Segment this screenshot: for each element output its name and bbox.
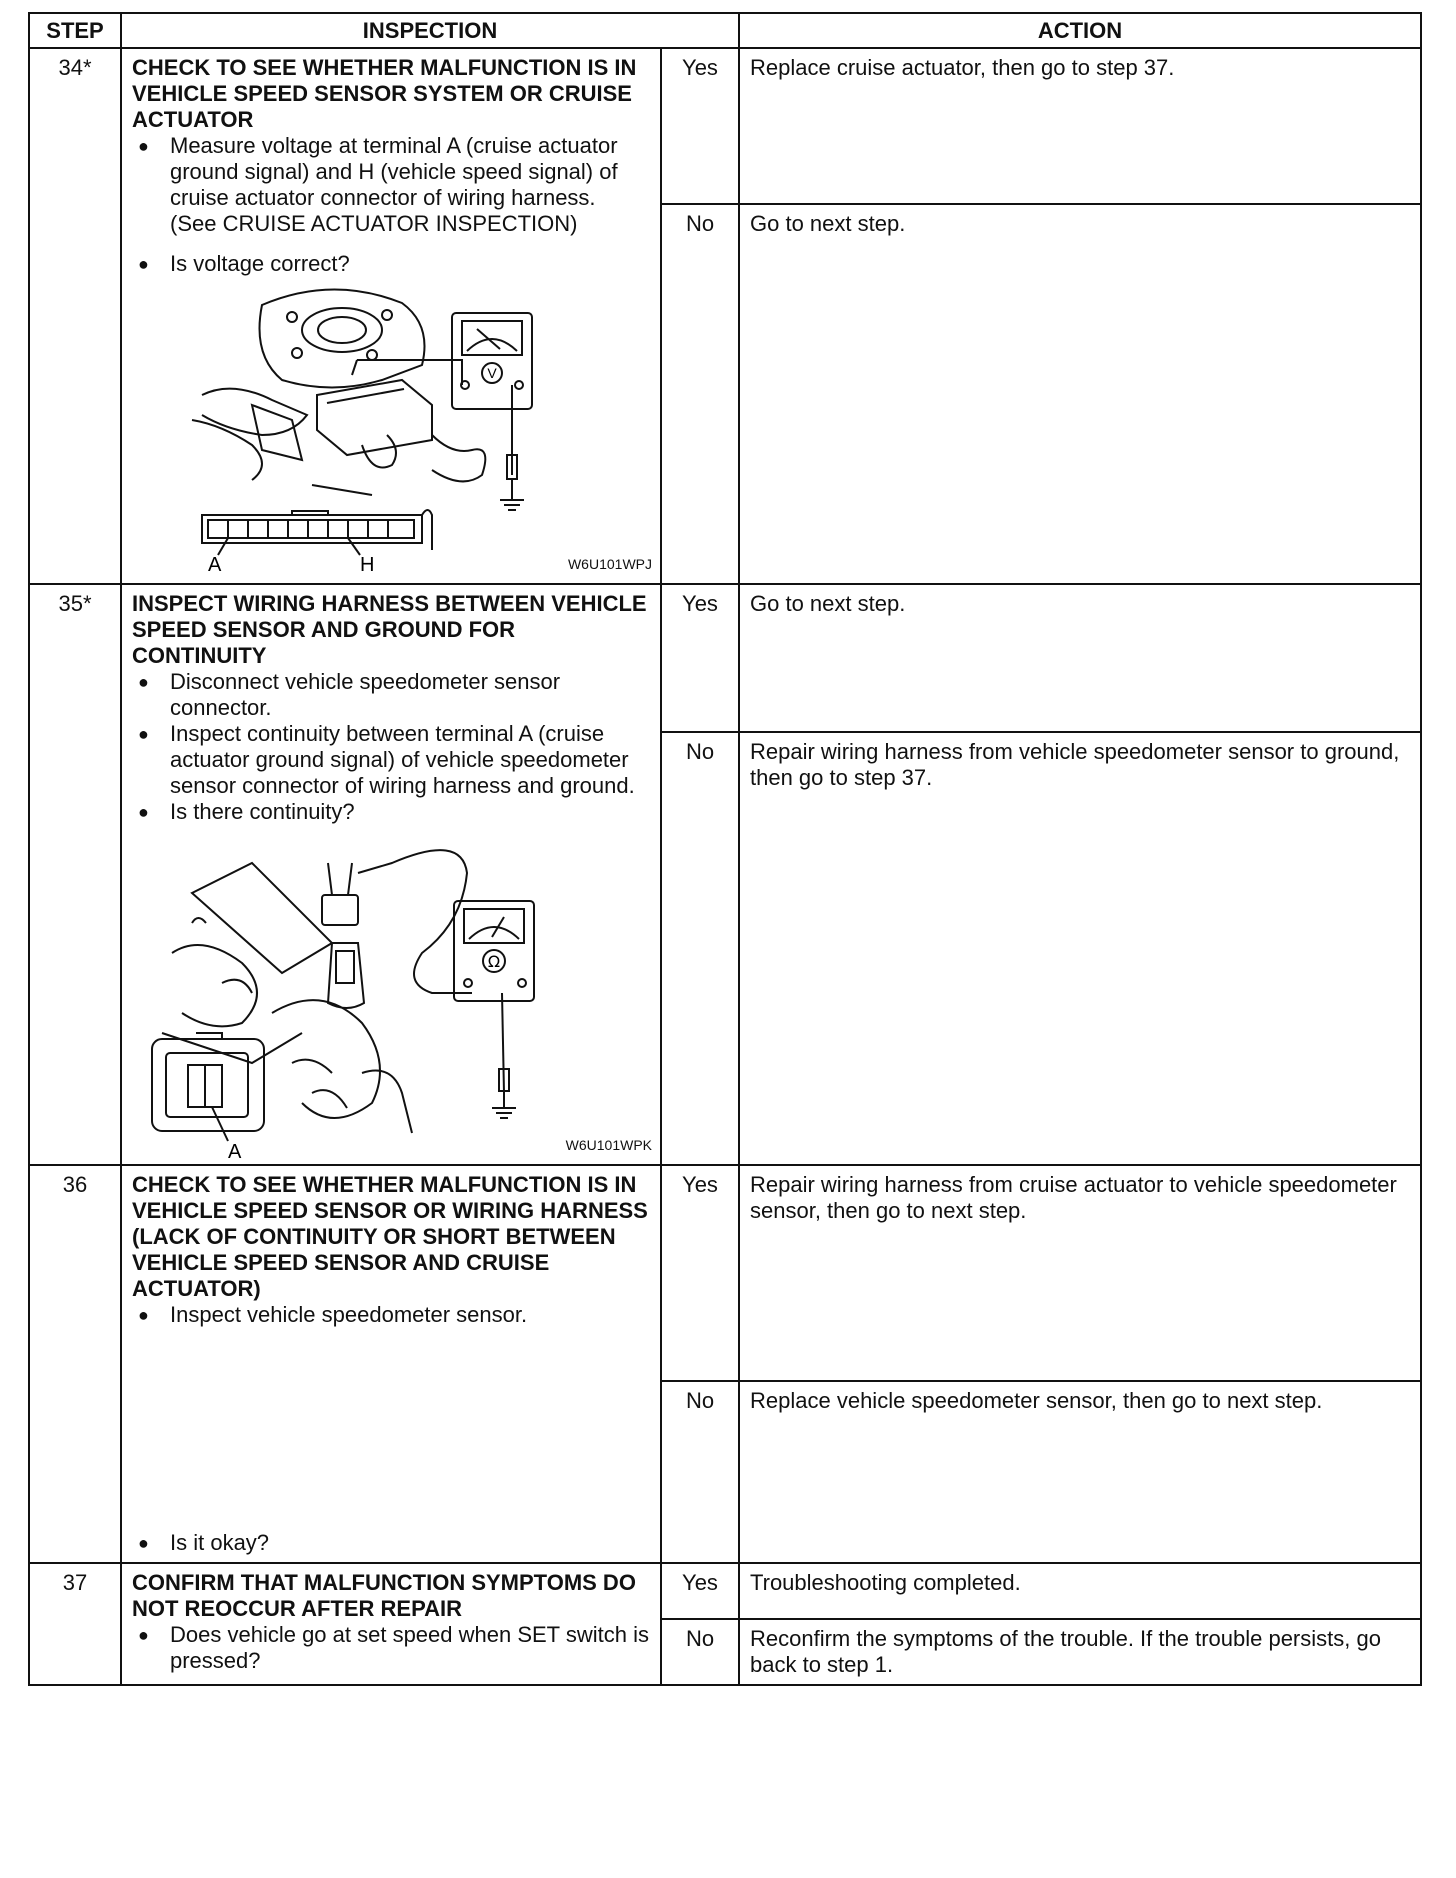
step-number: 34*: [29, 48, 121, 584]
step-number: 37: [29, 1563, 121, 1685]
header-action: ACTION: [739, 13, 1421, 48]
inspection-cell: [121, 48, 661, 584]
inspection-bullet: ● Does vehicle go at set speed when SET switch is pressed?: [132, 1622, 652, 1674]
header-row: [29, 13, 1421, 48]
troubleshooting-table: [28, 12, 1422, 1686]
inspection-bullet: ● Inspect continuity between terminal A (cruise actuator ground signal) of vehicle speedometer sensor connector of wiring harness and ground.: [132, 721, 652, 799]
step-number: 35*: [29, 584, 121, 1165]
yes-label: Yes: [661, 1563, 739, 1619]
yes-label: Yes: [661, 1165, 739, 1381]
step-number: 36: [29, 1165, 121, 1563]
inspection-bullet: ● Is voltage correct?: [132, 251, 652, 277]
no-action: Repair wiring harness from vehicle speedometer sensor to ground, then go to step 37.: [739, 732, 1421, 1165]
continuity-measurement-figure: [132, 833, 652, 1158]
yes-label: Yes: [661, 584, 739, 732]
inspection-bullet: ● Measure voltage at terminal A (cruise actuator ground signal) and H (vehicle speed signal) of cruise actuator connector of wiring harness. (See CRUISE ACTUATOR INSPECTION): [132, 133, 652, 237]
inspection-bullet: ● Inspect vehicle speedometer sensor.: [132, 1302, 652, 1328]
header-inspection: INSPECTION: [121, 13, 739, 48]
sensor-ohmmeter-illustration: [132, 833, 652, 1158]
step-row-35-yes: [29, 584, 1421, 732]
no-action: Replace vehicle speedometer sensor, then go to next step.: [739, 1381, 1421, 1563]
step-row-37-yes: [29, 1563, 1421, 1619]
no-label: No: [661, 732, 739, 1165]
header-step: STEP: [29, 13, 121, 48]
inspection-bullet: ● Is there continuity?: [132, 799, 652, 825]
inspection-title: CHECK TO SEE WHETHER MALFUNCTION IS IN VEHICLE SPEED SENSOR OR WIRING HARNESS (LACK OF CONTINUITY OR SHORT BETWEEN VEHICLE SPEED SENSOR AND CRUISE ACTUATOR): [132, 1172, 648, 1301]
no-action: Reconfirm the symptoms of the trouble. If the trouble persists, go back to step 1.: [739, 1619, 1421, 1685]
meter-symbol-ohm: Ω: [487, 952, 501, 971]
step-row-34-yes: [29, 48, 1421, 204]
inspection-cell: [121, 1165, 661, 1563]
yes-action: Repair wiring harness from cruise actuator to vehicle speedometer sensor, then go to next step.: [739, 1165, 1421, 1381]
no-label: No: [661, 204, 739, 584]
yes-action: Go to next step.: [739, 584, 1421, 732]
no-label: No: [661, 1619, 739, 1685]
inspection-title: CHECK TO SEE WHETHER MALFUNCTION IS IN VEHICLE SPEED SENSOR SYSTEM OR CRUISE ACTUATOR: [132, 55, 637, 132]
terminal-a-label: A: [228, 1141, 242, 1158]
actuator-voltmeter-illustration: [132, 285, 652, 577]
yes-label: Yes: [661, 48, 739, 204]
figure-code: W6U101WPJ: [567, 556, 652, 572]
meter-symbol-v: V: [487, 365, 497, 381]
inspection-bullet: ● Is it okay?: [132, 1530, 652, 1556]
figure-code: W6U101WPK: [565, 1137, 652, 1153]
yes-action: Troubleshooting completed.: [739, 1563, 1421, 1619]
no-label: No: [661, 1381, 739, 1563]
inspection-title: INSPECT WIRING HARNESS BETWEEN VEHICLE SPEED SENSOR AND GROUND FOR CONTINUITY: [132, 591, 647, 668]
see-reference-note: (See CRUISE ACTUATOR INSPECTION): [170, 211, 578, 236]
terminal-a-label: A: [208, 554, 222, 576]
inspection-cell: [121, 584, 661, 1165]
step-row-36-yes: [29, 1165, 1421, 1381]
inspection-cell: [121, 1563, 661, 1685]
no-action: Go to next step.: [739, 204, 1421, 584]
voltage-measurement-figure: [132, 285, 652, 577]
yes-action: Replace cruise actuator, then go to step 37.: [739, 48, 1421, 204]
inspection-title: CONFIRM THAT MALFUNCTION SYMPTOMS DO NOT REOCCUR AFTER REPAIR: [132, 1570, 636, 1621]
inspection-bullet: ● Disconnect vehicle speedometer sensor connector.: [132, 669, 652, 721]
terminal-h-label: H: [360, 554, 375, 576]
